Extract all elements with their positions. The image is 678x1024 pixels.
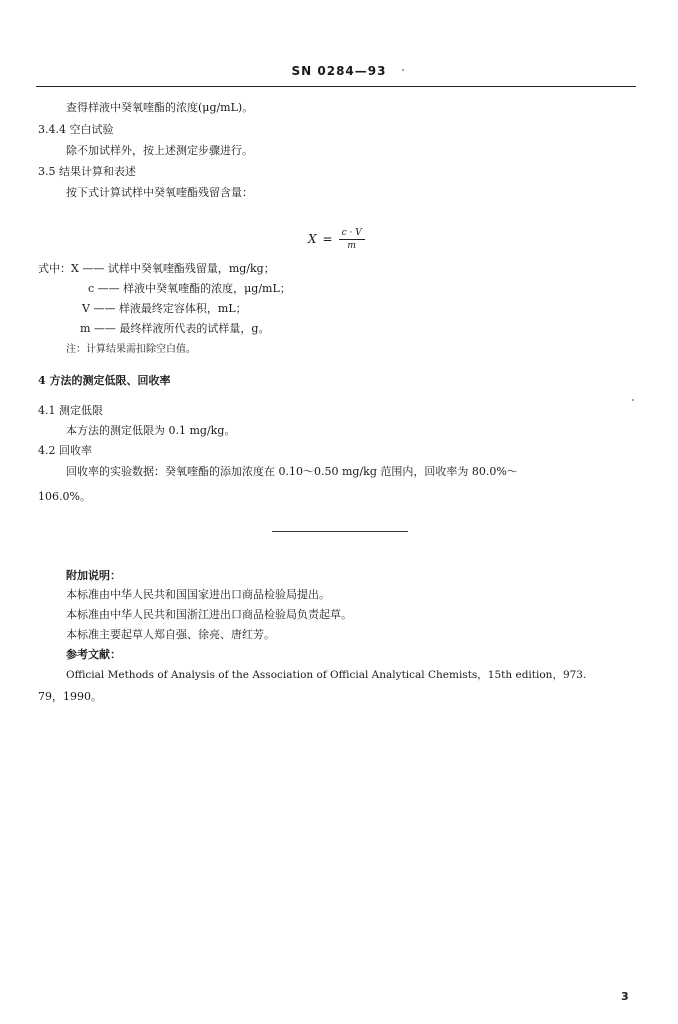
formula-fraction (339, 228, 365, 251)
variable-definition: m —— 最终样液所代表的试样量，g。 (80, 322, 270, 335)
text-line: 回收率的实验数据：癸氧喹酯的添加浓度在 0.10～0.50 mg/kg 范围内，回收率为 80.0%～ (66, 465, 518, 478)
note-line: 注：计算结果需扣除空白值。 (66, 344, 196, 355)
variable-definition: V —— 样液最终定容体积，mL； (82, 302, 247, 315)
text-line: 106.0%。 (38, 490, 91, 503)
text-line: 本方法的测定低限为 0.1 mg/kg。 (66, 424, 236, 437)
section-heading-4: 4 方法的测定低限、回收率 (38, 374, 171, 387)
text-line: 本标准由中华人民共和国国家进出口商品检验局提出。 (66, 588, 330, 601)
scan-speck (632, 399, 634, 401)
reference-entry-continued: 79，1990。 (38, 690, 102, 703)
text-line: 本标准主要起草人郑自强、徐亮、唐红芳。 (66, 628, 275, 641)
variable-definition: 式中：X —— 试样中癸氧喹酯残留量，mg/kg； (38, 262, 275, 275)
text-line: 本标准由中华人民共和国浙江进出口商品检验局负责起草。 (66, 608, 352, 621)
section-heading-3-5: 3.5 结果计算和表述 (38, 165, 136, 178)
header-rule (36, 86, 636, 87)
text-line: 查得样液中癸氧喹酯的浓度(μg/mL)。 (66, 101, 254, 114)
variable-definition: c —— 样液中癸氧喹酯的浓度，μg/mL； (88, 282, 291, 295)
formula-lhs: X (308, 232, 317, 246)
page-number: 3 (621, 990, 629, 1003)
section-heading-4-1: 4.1 测定低限 (38, 404, 103, 417)
standard-code-header: SN 0284—93 (291, 64, 387, 78)
section-heading-3-4-4: 3.4.4 空白试验 (38, 123, 114, 136)
formula-equals: = (322, 232, 333, 246)
references-heading: 参考文献： (66, 648, 121, 661)
formula-denominator: m (347, 240, 356, 251)
scan-speck (402, 69, 404, 71)
section-divider (272, 531, 408, 532)
reference-entry: Official Methods of Analysis of the Association of Official Analytical Chemists，15th edition，973. (66, 669, 587, 681)
text-line: 按下式计算试样中癸氧喹酯残留含量： (66, 186, 253, 199)
text-line: 除不加试样外，按上述测定步骤进行。 (66, 144, 253, 157)
additional-notes-heading: 附加说明： (66, 569, 121, 582)
calculation-formula (308, 226, 365, 252)
formula-numerator: c · V (339, 228, 365, 240)
section-heading-4-2: 4.2 回收率 (38, 444, 92, 457)
